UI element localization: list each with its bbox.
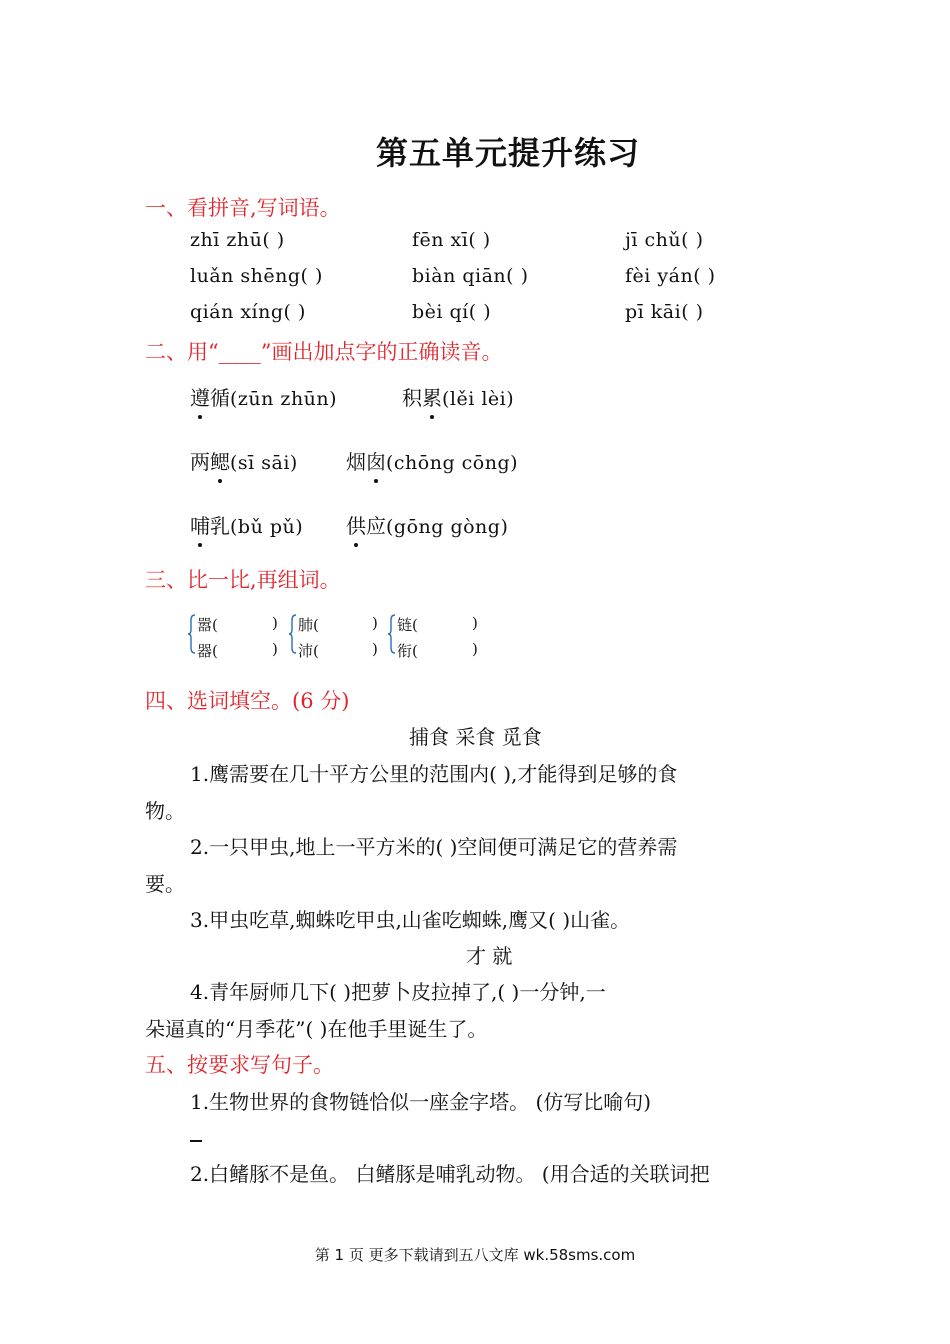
brace-icon [388, 614, 396, 654]
pinyin-item: luǎn shēng( ) [190, 265, 323, 287]
pinyin-item: jī chǔ( ) [625, 229, 704, 251]
question-line: 要。 [145, 872, 185, 896]
question-line: 物。 [145, 799, 185, 823]
compare-char: 沛( [298, 642, 319, 660]
reading-item: 供 应(gōng gòng) [346, 510, 508, 539]
compare-close: ) [372, 614, 378, 632]
question-line: 1.鹰需要在几十平方公里的范围内( ),才能得到足够的食 [190, 762, 678, 786]
section-4-heading: 四、选词填空。(6 分) [145, 689, 350, 713]
compare-char: 器( [197, 642, 218, 660]
emphasis-dot [198, 415, 202, 419]
pinyin-item: biàn qiān( ) [412, 265, 529, 287]
compare-char: 链( [397, 616, 418, 634]
compare-close: ) [472, 640, 478, 658]
pinyin-item: qián xíng( ) [190, 301, 306, 323]
reading-item: 遵 循(zūn zhūn) [190, 382, 337, 411]
question-line: 1.生物世界的食物链恰似一座金字塔。 (仿写比喻句) [190, 1090, 652, 1114]
compare-char: 衔( [397, 642, 418, 660]
answer-line [190, 1140, 202, 1142]
pinyin-item: zhī zhū( ) [190, 229, 285, 251]
question-line: 朵逼真的“月季花”( )在他手里诞生了。 [145, 1017, 488, 1041]
compare-char: 肺( [298, 616, 319, 634]
section-1-heading: 一、看拼音,写词语。 [145, 196, 341, 220]
compare-char: 嚣( [197, 616, 218, 634]
question-line: 3.甲虫吃草,蜘蛛吃甲虫,山雀吃蜘蛛,鹰又( )山雀。 [190, 908, 631, 932]
question-line: 4.青年厨师几下( )把萝卜皮拉掉了,( )一分钟,一 [190, 980, 606, 1004]
emphasis-dot [198, 543, 202, 547]
compare-close: ) [272, 640, 278, 658]
compare-close: ) [372, 640, 378, 658]
compare-close: ) [472, 614, 478, 632]
section-3-heading: 三、比一比,再组词。 [145, 568, 341, 592]
word-choices: 才 就 [466, 944, 513, 968]
question-line: 2.一只甲虫,地上一平方米的( )空间便可满足它的营养需 [190, 835, 678, 859]
brace-icon [188, 614, 196, 654]
emphasis-dot [374, 479, 378, 483]
pinyin-item: fèi yán( ) [625, 265, 716, 287]
word-choices: 捕食 采食 觅食 [409, 725, 542, 749]
emphasis-dot [354, 543, 358, 547]
reading-item: 积累 (lěi lèi) [402, 382, 514, 411]
emphasis-dot [430, 415, 434, 419]
brace-icon [289, 614, 297, 654]
section-2-heading: 二、用“____”画出加点字的正确读音。 [145, 340, 503, 364]
pinyin-item: bèi qí( ) [412, 301, 492, 323]
reading-item: 哺 乳(bǔ pǔ) [190, 510, 303, 539]
emphasis-dot [218, 479, 222, 483]
page-title: 第五单元提升练习 [375, 134, 640, 172]
reading-item: 烟囱 (chōng cōng) [346, 446, 518, 475]
question-line: 2.白鳍豚不是鱼。 白鳍豚是哺乳动物。 (用合适的关联词把 [190, 1162, 710, 1186]
reading-item: 两鳃 (sī sāi) [190, 446, 298, 475]
pinyin-item: pī kāi( ) [625, 301, 704, 323]
page-footer: 第 1 页 更多下载请到五八文库 wk.58sms.com [314, 1246, 636, 1264]
pinyin-item: fēn xī( ) [412, 229, 491, 251]
compare-close: ) [272, 614, 278, 632]
section-5-heading: 五、按要求写句子。 [145, 1053, 334, 1077]
